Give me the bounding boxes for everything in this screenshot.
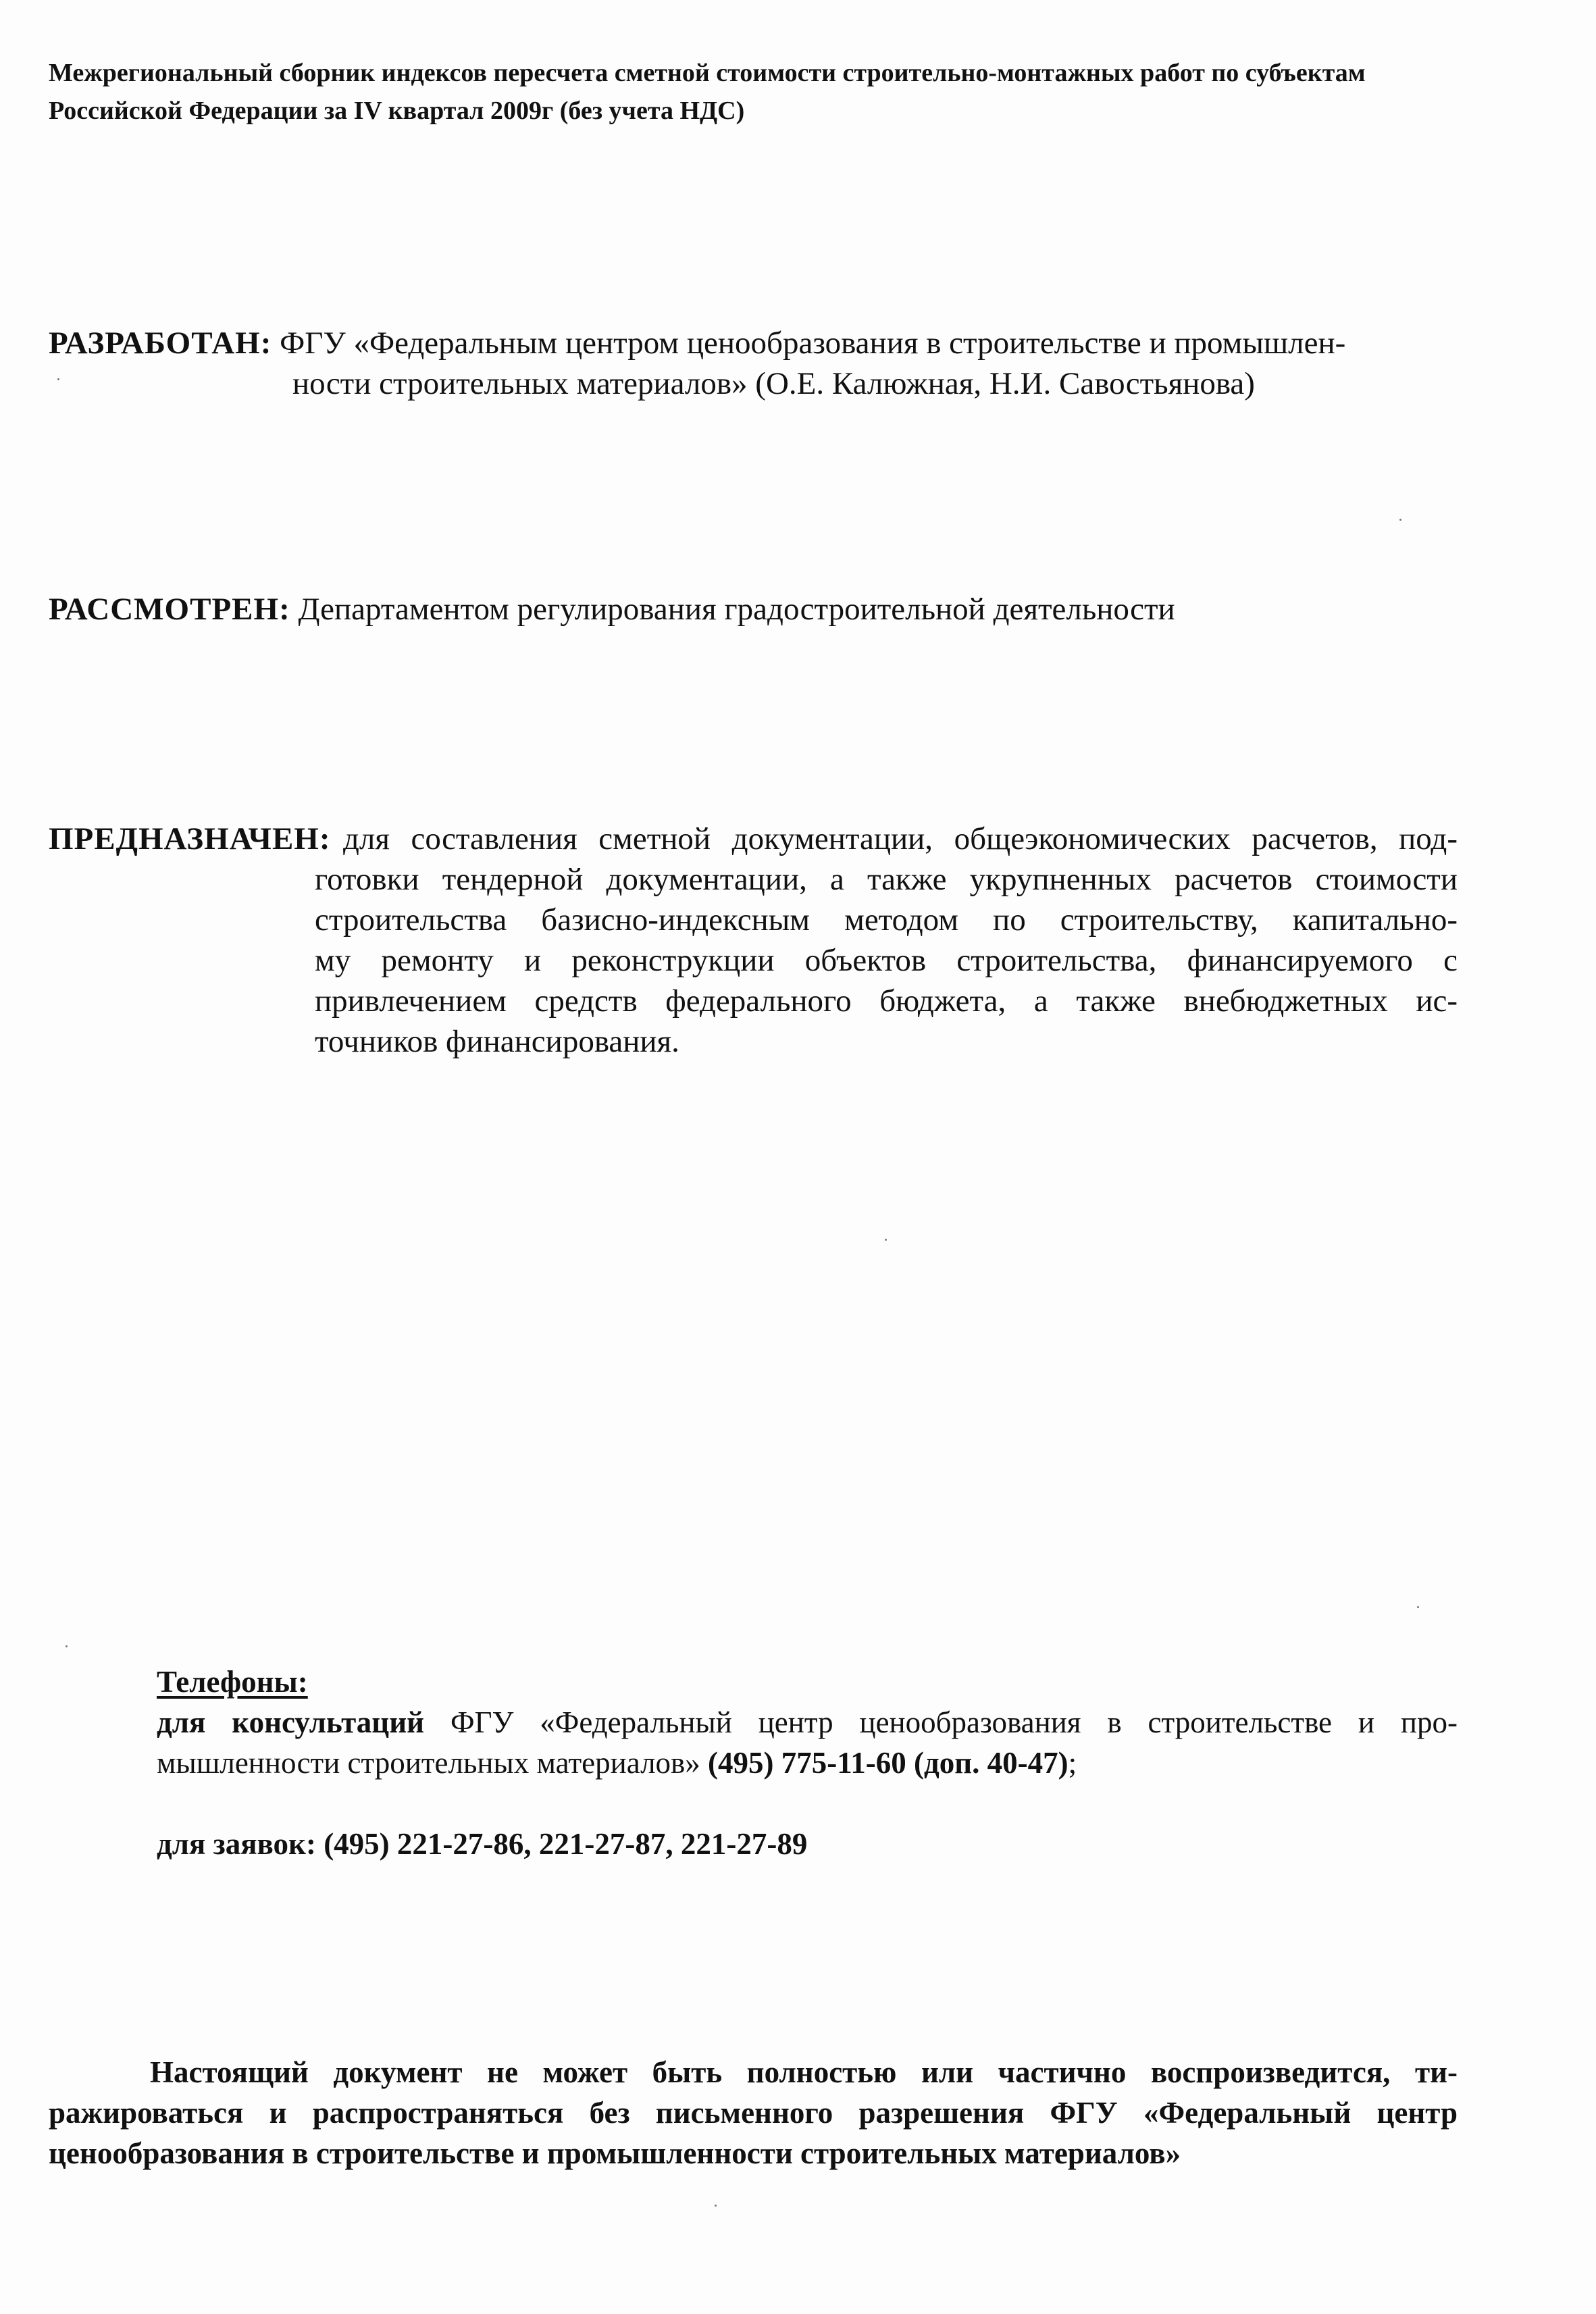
notice-line-3: ценообразования в строительстве и промышленности строительных материалов» xyxy=(49,2136,1181,2170)
intended-body xyxy=(343,819,1458,859)
notice-line-1-wrap xyxy=(150,2052,1458,2092)
scan-speck xyxy=(66,1645,68,1647)
notice-line-1: Настоящий документ не может быть полностью или частично воспроизведится, ти- xyxy=(150,2055,1458,2089)
developed-text-2: ности строительных материалов» (О.Е. Калюжная, Н.И. Савостьянова) xyxy=(292,366,1255,401)
phones-consult-text xyxy=(157,1702,1458,1743)
developed-text-1: ФГУ «Федеральным центром ценообразования в строительстве и промышлен- xyxy=(280,326,1346,361)
phones-orders: для заявок: (495) 221-27-86, 221-27-87, 221-27-89 xyxy=(157,1827,808,1861)
phones-consult-end: ; xyxy=(1068,1746,1077,1780)
developed-label: РАЗРАБОТАН: xyxy=(49,326,272,361)
intended-body-rest xyxy=(315,859,1458,1062)
intended-label: ПРЕДНАЗНАЧЕН: xyxy=(49,821,331,856)
notice-line-2: ражироваться и распространяться без письменного разрешения ФГУ «Федеральный центр xyxy=(49,2096,1458,2130)
phones-consult-text-1: ФГУ «Федеральный центр ценообразования в строительстве и про- xyxy=(424,1705,1458,1739)
reviewed-text: Департаментом регулирования градостроительной деятельности xyxy=(298,592,1175,627)
collection-title-line-2: Российской Федерации за IV квартал 2009г (без учета НДС) xyxy=(49,97,745,125)
scan-speck xyxy=(57,378,59,380)
collection-title-line-1: Межрегиональный сборник индексов пересчета сметной стоимости строительно-монтажных работ по субъектам xyxy=(49,59,1366,87)
developed-line-2 xyxy=(292,363,1255,404)
developed-line-1 xyxy=(49,323,1345,363)
reviewed-line xyxy=(49,589,1175,629)
notice-line-2-wrap xyxy=(49,2092,1458,2133)
scan-speck xyxy=(1399,519,1401,521)
phones-consult-text-2: мышленности строительных материалов» xyxy=(157,1746,700,1780)
scan-speck xyxy=(1417,1606,1419,1608)
scan-speck xyxy=(715,2205,717,2207)
intended-line-6: точников финансирования. xyxy=(315,1024,679,1059)
intended-line-5: привлечением средств федерального бюджета, а также внебюджетных ис- xyxy=(315,983,1458,1019)
phones-consult-line-2 xyxy=(157,1743,1077,1783)
scan-speck xyxy=(885,1239,887,1241)
collection-title xyxy=(49,54,1474,130)
phones-consult-line-1 xyxy=(157,1702,1458,1743)
phones-consult-phone: (495) 775-11-60 (доп. 40-47) xyxy=(700,1746,1069,1780)
intended-line-2: готовки тендерной документации, а также укрупненных расчетов стоимости xyxy=(315,862,1458,897)
phones-title: Телефоны: xyxy=(157,1665,308,1699)
intended-line-3: строительства базисно-индексным методом по строительству, капитально- xyxy=(315,902,1458,937)
reviewed-label: РАССМОТРЕН: xyxy=(49,592,290,627)
intended-line-4: му ремонту и реконструкции объектов строительства, финансируемого с xyxy=(315,943,1458,978)
phones-consult-label: для консультаций xyxy=(157,1705,425,1739)
intended-line-1: для составления сметной документации, общеэкономических расчетов, под- xyxy=(343,821,1458,856)
